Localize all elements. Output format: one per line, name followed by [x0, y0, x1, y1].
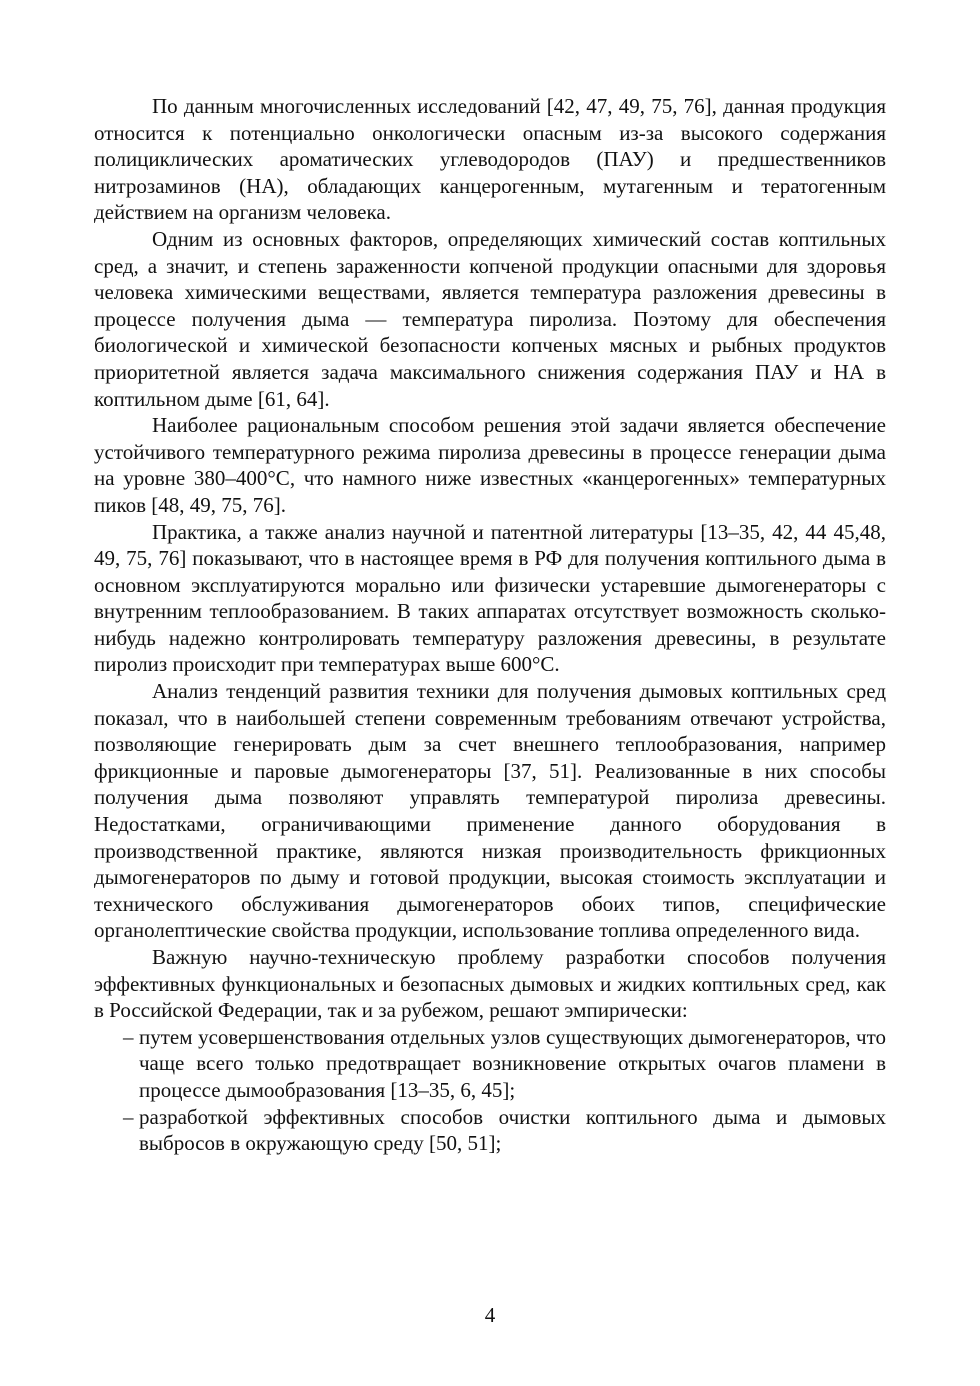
- list-item-text: путем усовершенствования отдельных узлов существующих дымогенераторов, что чаще всего только предотвращает возникновение открытых очагов пламени в процессе дымообразования [13–35, 6, 45];: [139, 1024, 886, 1102]
- list-dash: –: [123, 1104, 134, 1129]
- body-text: [94, 93, 886, 1157]
- list-dash: –: [123, 1024, 134, 1049]
- paragraph-1: По данным многочисленных исследований [42, 47, 49, 75, 76], данная продукция относится к потенциально онкологически опасным из-за высокого содержания полициклических ароматических углеводородов (ПАУ) и предшественников нитрозаминов (НА), обладающих канцерогенным, мутагенным и тератогенным действием на организм человека.: [94, 94, 886, 225]
- paragraph-6: Важную научно-техническую проблему разработки способов получения эффективных функциональных и безопасных дымовых и жидких коптильных сред, как в Российской Федерации, так и за рубежом, решают эмпирически:: [94, 945, 886, 1023]
- list-item-text: разработкой эффективных способов очистки коптильного дыма и дымовых выбросов в окружающую среду [50, 51];: [139, 1104, 886, 1156]
- method-list: [94, 1024, 886, 1157]
- paragraph-3: Наиболее рациональным способом решения этой задачи является обеспечение устойчивого температурного режима пиролиза древесины в процессе генерации дыма на уровне 380–400°С, что намного ниже известных «канцерогенных» температурных пиков [48, 49, 75, 76].: [94, 413, 886, 517]
- paragraph-5: Анализ тенденций развития техники для получения дымовых коптильных сред показал, что в наибольшей степени современным требованиям отвечают устройства, позволяющие генерировать дым за счет внешнего теплообразования, например фрикционные и паровые дымогенераторы [37, 51]. Реализованные в них способы получения дыма позволяют управлять температурой пиролиза древесины. Недостатками, ограничивающими применение данного оборудования в производственной практике, являются низкая производительность фрикционных дымогенераторов по дыму и готовой продукции, высокая стоимость эксплуатации и технического обслуживания дымогенераторов обоих типов, специфические органолептические свойства продукции, использование топлива определенного вида.: [94, 679, 886, 943]
- list-item: [94, 1024, 886, 1104]
- paragraph-4: Практика, а также анализ научной и патентной литературы [13–35, 42, 44 45,48, 49, 75, 76] показывают, что в настоящее время в РФ для получения коптильного дыма в основном эксплуатируются морально или физически устаревшие дымогенераторы с внутренним теплообразованием. В таких аппаратах отсутствует возможность сколько-нибудь надежно контролировать температуру разложения древесины, в результате пиролиз происходит при температурах выше 600°С.: [94, 519, 886, 677]
- list-item: [94, 1104, 886, 1157]
- paragraph-2: Одним из основных факторов, определяющих химический состав коптильных сред, а значит, и степень зараженности копченой продукции опасными для здоровья человека химическими веществами, является температура разложения древесины в процессе получения дыма — температура пиролиза. Поэтому для обеспечения биологической и химической безопасности копченых мясных и рыбных продуктов приоритетной является задача максимального снижения содержания ПАУ и НА в коптильном дыме [61, 64].: [94, 226, 886, 411]
- page-number: 4: [484, 1303, 496, 1327]
